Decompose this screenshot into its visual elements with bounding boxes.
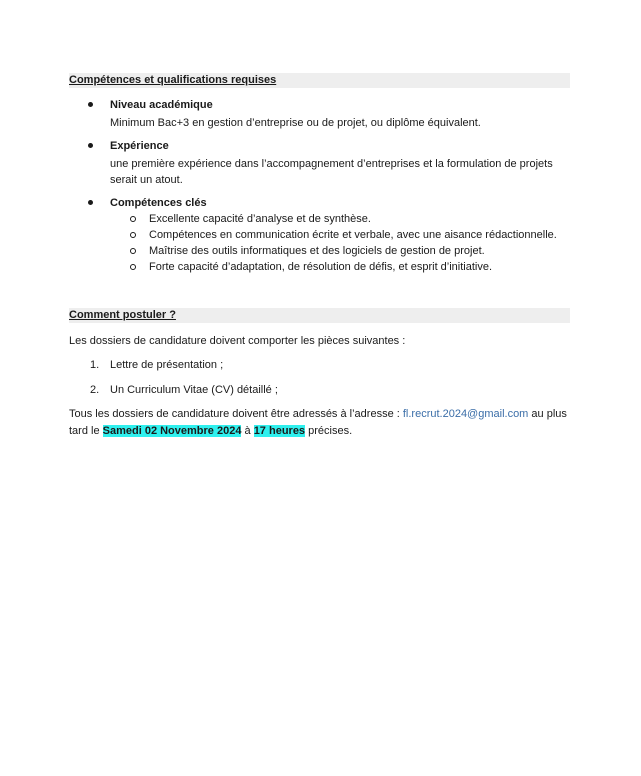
circle-bullet-icon — [130, 264, 136, 270]
closing-text: Tous les dossiers de candidature doivent être adressés à l’adresse : — [69, 408, 403, 420]
list-item-academic-level — [88, 98, 568, 132]
closing-text: à — [241, 425, 254, 437]
bullet-icon — [88, 102, 93, 107]
sub-item-text: Forte capacité d’adaptation, de résolution de défis, et esprit d’initiative. — [149, 261, 493, 273]
section-heading-qualifications: Compétences et qualifications requises — [69, 73, 570, 88]
circle-bullet-icon — [130, 248, 136, 254]
item-title: Expérience — [110, 140, 169, 152]
item-text: Minimum Bac+3 en gestion d’entreprise ou de projet, ou diplôme équivalent. — [110, 117, 481, 129]
sub-item-text: Excellente capacité d’analyse et de synthèse. — [149, 213, 371, 225]
list-item-experience — [88, 139, 568, 189]
item-label: Un Curriculum Vitae (CV) détaillé ; — [110, 384, 278, 396]
numbered-item-cover-letter — [90, 358, 223, 373]
application-intro: Les dossiers de candidature doivent comporter les pièces suivantes : — [69, 335, 406, 347]
section-heading-how-to-apply: Comment postuler ? — [69, 308, 570, 323]
numbered-item-cv — [90, 383, 278, 398]
closing-text: au plus tard le — [69, 408, 567, 437]
deadline-date: Samedi 02 Novembre 2024 — [102, 425, 242, 437]
list-item-key-skills — [88, 196, 568, 212]
item-text: une première expérience dans l’accompagnement d’entreprises et la formulation de projets serait un atout. — [110, 158, 553, 186]
item-title: Niveau académique — [110, 99, 213, 111]
bullet-icon — [88, 200, 93, 205]
application-closing — [69, 406, 571, 440]
bullet-icon — [88, 143, 93, 148]
circle-bullet-icon — [130, 232, 136, 238]
circle-bullet-icon — [130, 216, 136, 222]
item-label: Lettre de présentation ; — [110, 359, 224, 371]
closing-text: précises. — [305, 425, 353, 437]
item-number: 1. — [90, 359, 100, 371]
email-link[interactable]: fl.recrut.2024@gmail.com — [402, 408, 529, 420]
item-number: 2. — [90, 384, 100, 396]
item-title: Compétences clés — [110, 197, 207, 209]
sub-item-text: Compétences en communication écrite et verbale, avec une aisance rédactionnelle. — [149, 229, 557, 241]
sub-item-text: Maîtrise des outils informatiques et des logiciels de gestion de projet. — [149, 245, 485, 257]
deadline-time: 17 heures — [253, 425, 306, 437]
